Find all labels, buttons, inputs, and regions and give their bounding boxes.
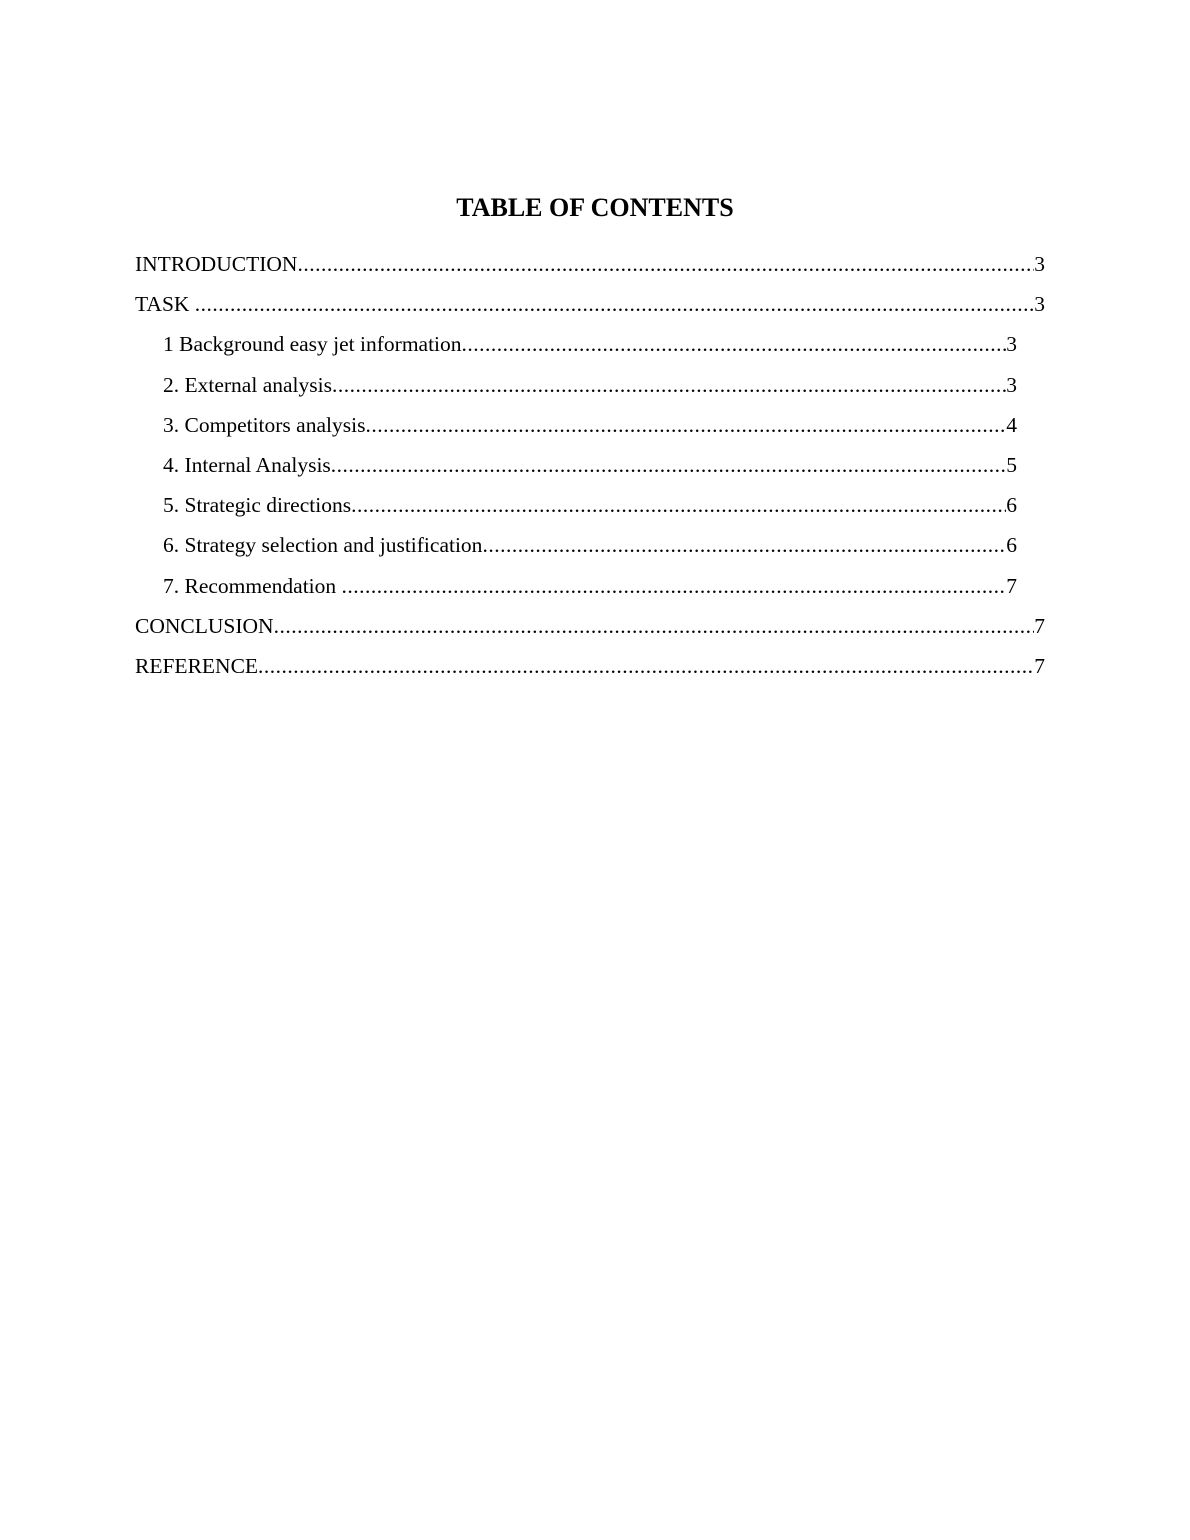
toc-entry-page: 6 (1006, 493, 1017, 518)
toc-entry-internal-analysis[interactable] (135, 451, 1017, 491)
toc-entry-task[interactable] (135, 290, 1045, 330)
dot-leader (195, 290, 1034, 318)
toc-entry-page: 7 (1034, 613, 1045, 638)
toc-entry-page: 6 (1006, 533, 1017, 558)
dot-leader (342, 572, 1007, 600)
toc-entry-label: 1 Background easy jet information (163, 332, 462, 357)
toc-entry-label: 6. Strategy selection and justification (163, 533, 483, 558)
toc-entry-label: 7. Recommendation (163, 573, 342, 598)
dot-leader (462, 330, 1007, 358)
toc-entry-external-analysis[interactable] (135, 371, 1017, 411)
toc-entry-page: 7 (1034, 653, 1045, 678)
toc-entry-page: 3 (1006, 372, 1017, 397)
toc-entry-recommendation[interactable] (135, 572, 1017, 612)
toc-title: TABLE OF CONTENTS (456, 193, 734, 222)
toc-entry-strategic-directions[interactable] (135, 491, 1017, 531)
toc-entry-label: 2. External analysis (163, 372, 332, 397)
toc-entry-page: 3 (1034, 292, 1045, 317)
dot-leader (332, 371, 1006, 399)
dot-leader (482, 531, 1006, 559)
toc-entry-conclusion[interactable] (135, 612, 1045, 652)
dot-leader (365, 411, 1006, 439)
toc-list (135, 250, 1045, 692)
toc-entry-label: REFERENCE (135, 653, 259, 678)
toc-entry-label: CONCLUSION (135, 613, 274, 638)
toc-entry-label: 3. Competitors analysis (163, 412, 366, 437)
toc-entry-label: INTRODUCTION (135, 252, 298, 276)
toc-entry-page: 5 (1006, 452, 1017, 477)
dot-leader (258, 652, 1034, 680)
toc-entry-label: 5. Strategic directions (163, 493, 352, 518)
toc-entry-competitors-analysis[interactable] (135, 411, 1017, 451)
dot-leader (331, 451, 1006, 479)
toc-entry-page: 4 (1006, 412, 1017, 437)
dot-leader (351, 491, 1006, 519)
toc-entry-page: 3 (1006, 332, 1017, 357)
toc-entry-strategy-selection[interactable] (135, 531, 1017, 571)
toc-entry-reference[interactable] (135, 652, 1045, 692)
toc-entry-page: 7 (1006, 573, 1017, 598)
toc-entry-background[interactable] (135, 330, 1017, 370)
toc-entry-page: 3 (1034, 252, 1045, 276)
toc-entry-label: TASK (135, 292, 195, 317)
dot-leader (274, 612, 1035, 640)
toc-entry-label: 4. Internal Analysis (163, 452, 331, 477)
toc-entry-introduction[interactable] (135, 250, 1045, 290)
dot-leader (297, 250, 1034, 278)
